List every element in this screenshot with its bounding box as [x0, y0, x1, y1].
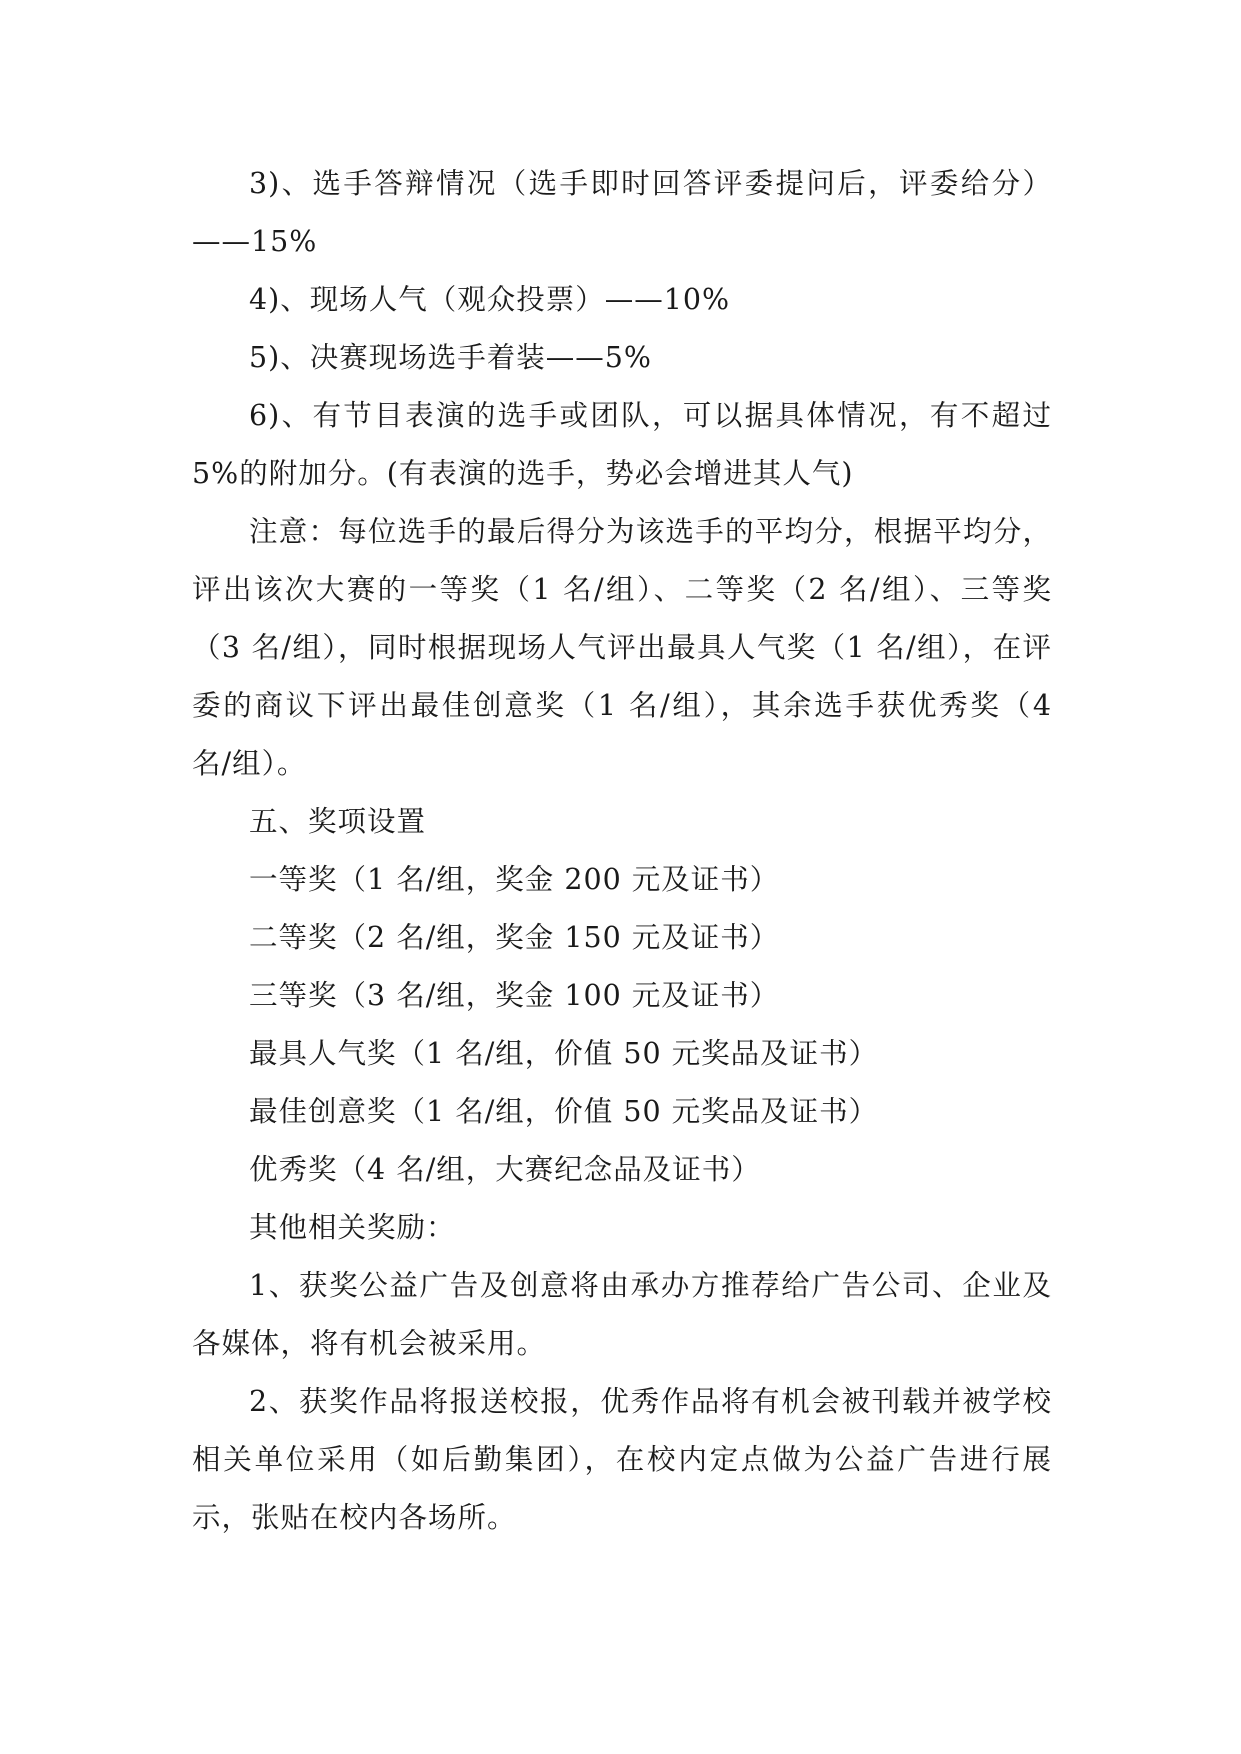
other-reward-2: 2、获奖作品将报送校报，优秀作品将有机会被刊载并被学校相关单位采用（如后勤集团），在校内定点做为公益广告进行展示，张贴在校内各场所。	[192, 1385, 1052, 1534]
other-reward-1: 1、获奖公益广告及创意将由承办方推荐给广告公司、企业及各媒体，将有机会被采用。	[192, 1269, 1052, 1360]
other-rewards-heading: 其他相关奖励：	[249, 1211, 456, 1244]
award-most-popular: 最具人气奖（1 名/组，价值 50 元奖品及证书）	[249, 1037, 879, 1070]
award-first-prize: 一等奖（1 名/组，奖金 200 元及证书）	[249, 863, 780, 896]
award-excellence: 优秀奖（4 名/组，大赛纪念品及证书）	[249, 1153, 761, 1186]
paragraph-bonus-score: 6)、有节目表演的选手或团队，可以据具体情况，有不超过 5%的附加分。(有表演的选手，势必会增进其人气)	[192, 399, 1052, 490]
paragraph-defense-score: 3)、选手答辩情况（选手即时回答评委提问后，评委给分）——15%	[192, 167, 1052, 258]
award-second-prize: 二等奖（2 名/组，奖金 150 元及证书）	[249, 921, 780, 954]
section-heading-awards: 五、奖项设置	[249, 805, 427, 838]
document-body	[192, 155, 1052, 1547]
paragraph-popularity-score: 4)、现场人气（观众投票）——10%	[249, 283, 731, 316]
award-third-prize: 三等奖（3 名/组，奖金 100 元及证书）	[249, 979, 780, 1012]
paragraph-note: 注意：每位选手的最后得分为该选手的平均分，根据平均分，评出该次大赛的一等奖（1 名/组）、二等奖（2 名/组）、三等奖（3 名/组），同时根据现场人气评出最具人气奖（1 名/组），在评委的商议下评出最佳创意奖（1 名/组），其余选手获优秀奖（4 名/组）。	[192, 515, 1052, 780]
paragraph-attire-score: 5)、决赛现场选手着装——5%	[249, 341, 652, 374]
award-best-creative: 最佳创意奖（1 名/组，价值 50 元奖品及证书）	[249, 1095, 879, 1128]
